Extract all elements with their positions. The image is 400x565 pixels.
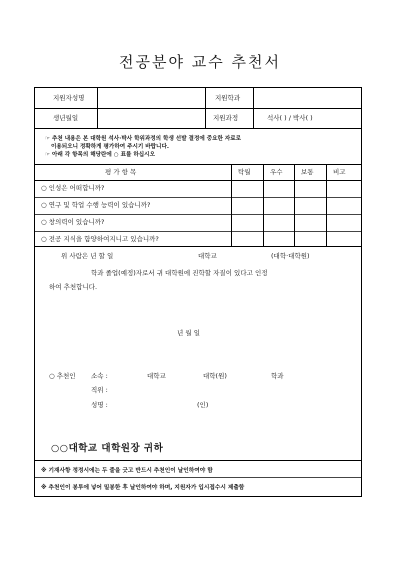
notice-line: ☞ 아래 각 항목의 해당란에 ○ 표를 하십시오 — [45, 152, 155, 158]
recommender-name-label: 성명 : — [91, 401, 108, 409]
recommendation-form — [34, 87, 362, 497]
recommendation-type: (대학·대학원) — [271, 252, 310, 260]
row-divider — [35, 477, 361, 478]
footnote: ※ 기재사항 정정시에는 두 줄을 긋고 반드시 추천인이 날인하여야 함 — [41, 468, 213, 474]
recommendation-line: 하여 추천합니다. — [49, 283, 98, 291]
recommender-grad: 대학(원) — [203, 372, 227, 380]
recommender-seal: (인) — [197, 401, 209, 409]
eval-col-excellent: 탁월 — [238, 168, 251, 176]
col-divider — [253, 88, 254, 128]
recommendation-date: 년 월 일 — [177, 329, 200, 337]
row-divider — [35, 197, 361, 198]
row-divider — [35, 128, 361, 129]
col-divider — [294, 164, 295, 246]
recommender-position-label: 직위 : — [91, 386, 108, 394]
recommender-univ: 대학교 — [147, 372, 166, 380]
notice-line: ☞ 추천 내용은 본 대학원 석사·박사 학위과정의 학생 선발 결정에 중요한 자료로 — [45, 136, 242, 142]
col-divider — [263, 164, 264, 246]
applicant-name-label: 지원자성명 — [53, 94, 85, 102]
applicant-birth-label: 생년월일 — [53, 114, 79, 122]
eval-item: ○ 창의력이 있습니까? — [41, 218, 105, 226]
eval-col-remarks: 비고 — [333, 168, 346, 176]
row-divider — [35, 180, 361, 181]
notice-line: 이용되오니 정확하게 평가하여 주시기 바랍니다. — [51, 144, 169, 150]
applicant-course-value: 석사( ) / 박사( ) — [267, 114, 313, 122]
eval-col-good: 우수 — [270, 168, 283, 176]
recommender-label: ○ 추천인 — [49, 372, 76, 380]
eval-item: ○ 연구 및 학업 수행 능력이 있습니까? — [41, 201, 151, 209]
eval-item: ○ 전공 지식을 함양하여지니고 있습니까? — [41, 235, 159, 243]
row-divider — [35, 214, 361, 215]
col-divider — [97, 88, 98, 128]
recommender-dept: 학과 — [271, 372, 284, 380]
col-divider — [326, 164, 327, 246]
recommendation-line: 학과 졸업(예정)자로서 귀 대학원에 진학할 자질이 있다고 인정 — [91, 269, 268, 277]
recommendation-line: 위 사람은 년 할 일 — [61, 252, 114, 260]
row-divider — [35, 108, 361, 109]
recommendation-univ: 대학교 — [198, 252, 217, 260]
col-divider — [231, 164, 232, 246]
eval-item: ○ 인성은 어떠합니까? — [41, 184, 105, 192]
eval-header: 평 가 항 목 — [105, 168, 137, 176]
applicant-dept-label: 지원학과 — [215, 94, 241, 102]
addressee: ○○대학교 대학원장 귀하 — [51, 443, 164, 454]
row-divider — [35, 164, 361, 165]
row-divider — [35, 231, 361, 232]
footnote: ※ 추천인이 봉투에 넣어 밀봉한 후 날인하여야 하며, 지원자가 입시접수시 제출함 — [41, 485, 245, 491]
applicant-course-label: 지원과정 — [213, 114, 239, 122]
recommender-affiliation-label: 소속 : — [91, 372, 108, 380]
row-divider — [35, 246, 361, 247]
col-divider — [205, 88, 206, 128]
page-title: 전공분야 교수 추천서 — [119, 53, 281, 71]
eval-col-average: 보통 — [301, 168, 314, 176]
row-divider — [35, 460, 361, 461]
